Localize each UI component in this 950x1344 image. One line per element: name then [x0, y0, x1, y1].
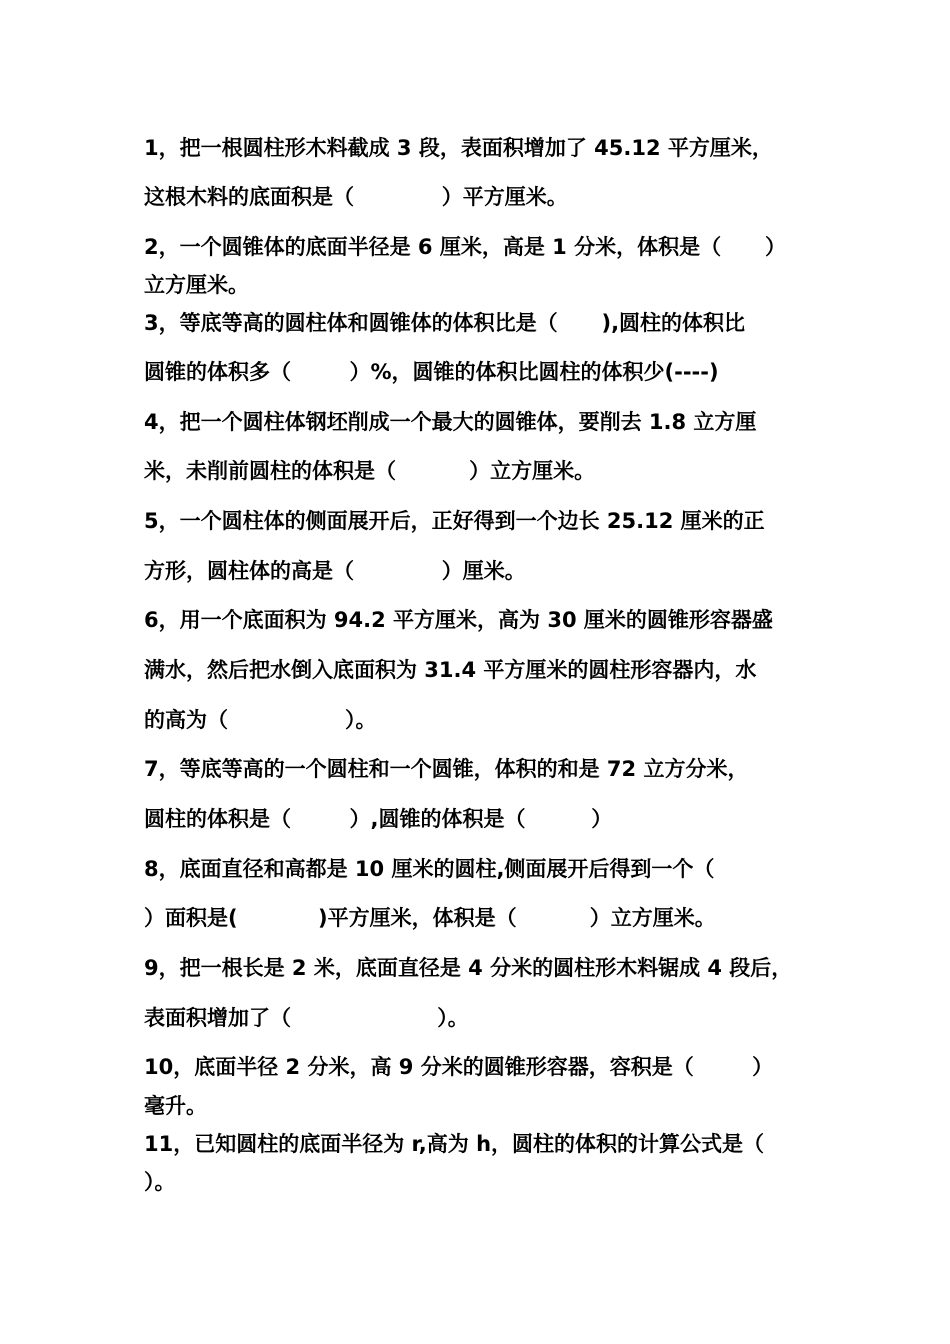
q3-line-2: 圆锥的体积多（ ）%，圆锥的体积比圆柱的体积少(----)	[144, 360, 719, 384]
q6-line-2: 满水，然后把水倒入底面积为 31.4 平方厘米的圆柱形容器内，水	[144, 658, 757, 682]
q8-line-2: ）面积是( )平方厘米，体积是（ ）立方厘米。	[144, 906, 716, 930]
q10-line-2: 毫升。	[144, 1094, 207, 1118]
q11-line-2: ）。	[144, 1170, 176, 1194]
q4-line-1: 4，把一个圆柱体钢坯削成一个最大的圆锥体，要削去 1.8 立方厘	[144, 410, 757, 434]
q9-line-1: 9，把一根长是 2 米，底面直径是 4 分米的圆柱形木料锯成 4 段后，	[144, 956, 793, 980]
q8-line-1: 8，底面直径和高都是 10 厘米的圆柱,侧面展开后得到一个（	[144, 857, 715, 881]
q6-line-1: 6，用一个底面积为 94.2 平方厘米，高为 30 厘米的圆锥形容器盛	[144, 608, 773, 632]
q11-line-1: 11，已知圆柱的底面半径为 r,高为 h，圆柱的体积的计算公式是（	[144, 1132, 765, 1156]
q10-line-1: 10，底面半径 2 分米，高 9 分米的圆锥形容器，容积是（ ）	[144, 1055, 774, 1079]
q2-line-2: 立方厘米。	[144, 273, 249, 297]
q7-line-2: 圆柱的体积是（ ）,圆锥的体积是（ ）	[144, 807, 613, 831]
q3-line-1: 3，等底等高的圆柱体和圆锥体的体积比是（ ),圆柱的体积比	[144, 311, 746, 335]
q1-line-2: 这根木料的底面积是（ ）平方厘米。	[144, 185, 568, 209]
q1-line-1: 1，把一根圆柱形木料截成 3 段，表面积增加了 45.12 平方厘米，	[144, 136, 773, 160]
q4-line-2: 米，未削前圆柱的体积是（ ）立方厘米。	[144, 459, 596, 483]
q7-line-1: 7，等底等高的一个圆柱和一个圆锥，体积的和是 72 立方分米，	[144, 757, 749, 781]
q5-line-2: 方形，圆柱体的高是（ ）厘米。	[144, 559, 526, 583]
q6-line-3: 的高为（ ）。	[144, 708, 377, 732]
q5-line-1: 5，一个圆柱体的侧面展开后，正好得到一个边长 25.12 厘米的正	[144, 509, 765, 533]
q9-line-2: 表面积增加了（ ）。	[144, 1006, 469, 1030]
q2-line-1: 2，一个圆锥体的底面半径是 6 厘米，高是 1 分米，体积是（ ）	[144, 235, 786, 259]
